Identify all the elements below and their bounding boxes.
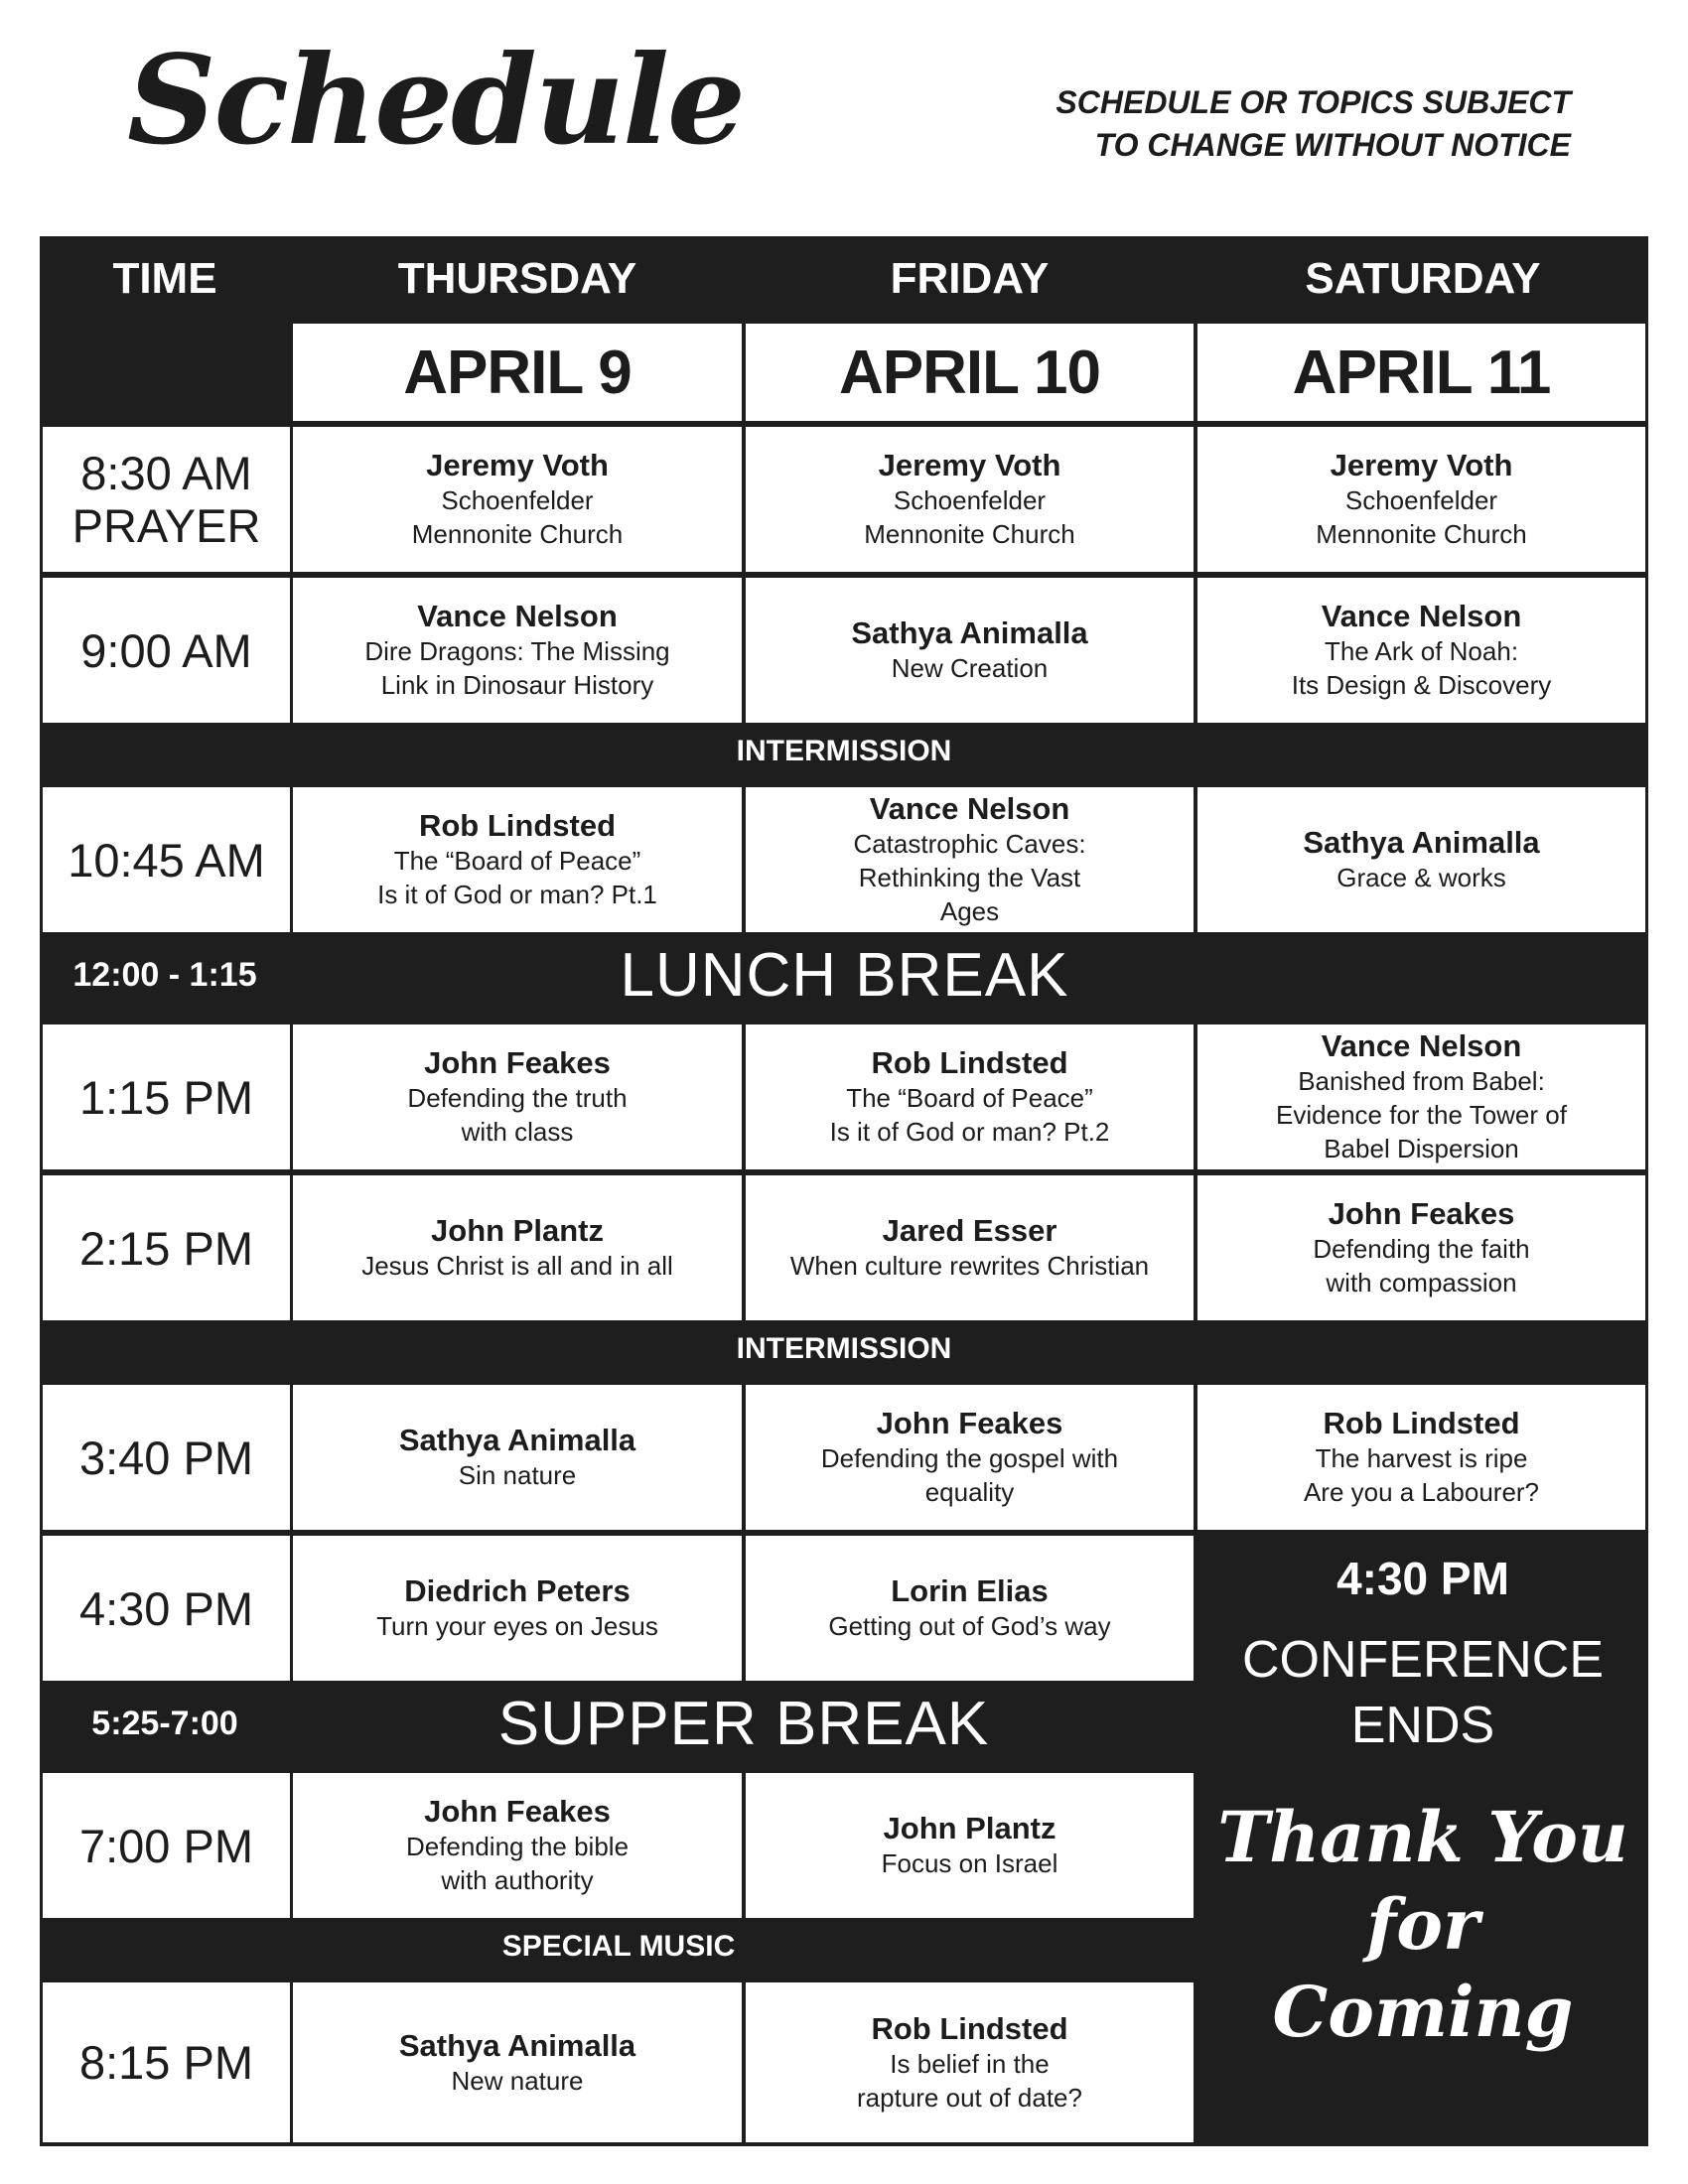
lunch-time: 12:00 - 1:15 <box>72 955 257 994</box>
thank-you-text: Coming <box>1272 1971 1574 2053</box>
session-topic: Link in Dinosaur History <box>380 670 654 700</box>
speaker-name: Vance Nelson <box>1321 599 1522 633</box>
time-label: 9:00 AM <box>80 623 252 677</box>
time-label: 7:00 PM <box>78 1819 254 1872</box>
time-label: 2:15 PM <box>78 1221 254 1275</box>
session-topic: The harvest is ripe <box>1315 1443 1528 1473</box>
session-topic: Evidence for the Tower of <box>1276 1100 1567 1130</box>
time-cell <box>43 1024 290 1169</box>
session-cell <box>293 787 742 932</box>
time-label: 4:30 PM <box>78 1581 254 1635</box>
session-topic: Babel Dispersion <box>1324 1134 1519 1163</box>
session-topic: When culture rewrites Christian <box>789 1251 1150 1281</box>
notice-line: SCHEDULE OR TOPICS SUBJECT <box>1055 84 1571 120</box>
time-cell <box>43 1773 290 1918</box>
time-cell <box>43 1385 290 1530</box>
time-label: 8:30 AM <box>80 447 252 499</box>
session-topic: Rethinking the Vast <box>858 863 1081 892</box>
session-topic: Is it of God or man? Pt.2 <box>829 1117 1110 1147</box>
session-cell <box>746 578 1194 723</box>
closing-text: ENDS <box>1350 1697 1495 1754</box>
time-label: 10:45 AM <box>68 833 265 887</box>
session-cell <box>746 1175 1194 1320</box>
session-cell <box>746 1024 1194 1169</box>
session-cell <box>293 1773 742 1918</box>
special-music-band: SPECIAL MUSIC <box>501 1930 736 1963</box>
thank-you-text: Thank You <box>1217 1796 1628 1878</box>
session-cell <box>293 427 742 572</box>
session-cell <box>293 578 742 723</box>
time-label: 3:40 PM <box>78 1431 254 1484</box>
time-label: 8:15 PM <box>78 2036 254 2089</box>
speaker-name: Rob Lindsted <box>1323 1406 1520 1440</box>
session-topic: Focus on Israel <box>881 1848 1058 1878</box>
session-topic: equality <box>924 1477 1015 1507</box>
session-cell <box>746 1385 1194 1530</box>
session-cell <box>1197 1385 1645 1530</box>
time-cell <box>43 427 290 572</box>
speaker-name: Rob Lindsted <box>871 1045 1068 1080</box>
speaker-name: Vance Nelson <box>417 599 618 633</box>
time-cell <box>43 1175 290 1320</box>
session-cell <box>746 1773 1194 1918</box>
speaker-name: Diedrich Peters <box>404 1573 631 1608</box>
schedule-notice <box>1055 81 1571 167</box>
session-topic: Turn your eyes on Jesus <box>376 1611 658 1641</box>
session-cell <box>1197 1175 1645 1320</box>
speaker-name: John Feakes <box>424 1794 611 1829</box>
speaker-name: Jeremy Voth <box>1330 448 1513 482</box>
speaker-name: Sathya Animalla <box>851 615 1088 650</box>
time-cell <box>43 787 290 932</box>
session-cell <box>746 1536 1194 1681</box>
session-cell <box>1197 578 1645 723</box>
session-topic: New Creation <box>891 653 1049 683</box>
speaker-name: Sathya Animalla <box>398 2027 636 2063</box>
session-cell <box>746 787 1194 932</box>
speaker-name: Rob Lindsted <box>871 2010 1068 2046</box>
thank-you-text: for <box>1366 1883 1479 1966</box>
closing-text: CONFERENCE <box>1241 1631 1605 1689</box>
session-topic: Grace & works <box>1336 863 1506 892</box>
session-cell <box>746 1982 1194 2142</box>
session-topic: Mennonite Church <box>864 519 1075 549</box>
header-date-saturday: APRIL 11 <box>1197 324 1645 421</box>
time-cell <box>43 578 290 723</box>
speaker-name: Vance Nelson <box>1321 1028 1522 1063</box>
speaker-name: John Plantz <box>431 1213 604 1248</box>
closing-time: 4:30 PM <box>1336 1553 1509 1604</box>
time-cell <box>43 1536 290 1681</box>
session-topic: Is it of God or man? Pt.1 <box>377 880 657 909</box>
header-day-thursday: THURSDAY <box>397 254 637 303</box>
header-date-friday: APRIL 10 <box>746 324 1194 421</box>
speaker-name: Sathya Animalla <box>398 1423 636 1457</box>
speaker-name: Lorin Elias <box>891 1573 1049 1608</box>
speaker-name: John Feakes <box>1328 1196 1515 1231</box>
session-cell <box>1197 427 1645 572</box>
session-topic: Its Design & Discovery <box>1291 670 1552 700</box>
session-topic: with compassion <box>1326 1268 1517 1297</box>
session-topic: Schoenfelder <box>1344 485 1498 515</box>
supper-break-band: SUPPER BREAK <box>497 1689 990 1758</box>
session-topic: Ages <box>939 896 1000 926</box>
time-cell <box>43 1982 290 2142</box>
session-cell <box>293 1982 742 2142</box>
intermission-band: INTERMISSION <box>736 1332 952 1365</box>
session-topic: Mennonite Church <box>411 519 624 549</box>
session-topic: The “Board of Peace” <box>393 846 641 876</box>
session-topic: The “Board of Peace” <box>846 1083 1093 1113</box>
session-topic: Schoenfelder <box>893 485 1047 515</box>
session-topic: Jesus Christ is all and in all <box>361 1251 673 1281</box>
session-topic: rapture out of date? <box>857 2082 1082 2113</box>
schedule-table <box>40 236 1648 2146</box>
speaker-name: Jeremy Voth <box>878 448 1061 482</box>
speaker-name: Sathya Animalla <box>1303 825 1540 860</box>
session-topic: with class <box>461 1117 574 1147</box>
speaker-name: Rob Lindsted <box>418 808 617 843</box>
time-label: PRAYER <box>71 499 261 552</box>
session-topic: The Ark of Noah: <box>1324 636 1519 666</box>
session-topic: Dire Dragons: The Missing <box>364 636 670 666</box>
session-cell <box>1197 787 1645 932</box>
lunch-break-band: LUNCH BREAK <box>620 940 1069 1010</box>
conference-ends-panel <box>1197 1530 1648 2146</box>
speaker-name: Jared Esser <box>882 1213 1057 1248</box>
header-time: TIME <box>112 254 217 303</box>
session-topic: Defending the gospel with <box>820 1443 1119 1473</box>
session-topic: Sin nature <box>458 1460 577 1490</box>
session-topic: Catastrophic Caves: <box>853 829 1086 859</box>
session-topic: Getting out of God’s way <box>828 1611 1111 1641</box>
session-cell <box>293 1175 742 1320</box>
session-cell <box>1197 1024 1645 1169</box>
session-topic: Defending the truth <box>407 1083 628 1113</box>
time-label: 1:15 PM <box>78 1070 254 1124</box>
session-cell <box>746 427 1194 572</box>
supper-time: 5:25-7:00 <box>91 1704 238 1742</box>
speaker-name: John Feakes <box>876 1406 1063 1440</box>
intermission-band: INTERMISSION <box>736 735 952 767</box>
session-topic: Mennonite Church <box>1316 519 1527 549</box>
speaker-name: John Plantz <box>883 1811 1056 1845</box>
session-cell <box>293 1536 742 1681</box>
session-topic: Schoenfelder <box>441 485 594 515</box>
session-cell <box>293 1385 742 1530</box>
speaker-name: Vance Nelson <box>869 791 1070 826</box>
header-date-thursday: APRIL 9 <box>293 324 742 421</box>
session-topic: Is belief in the <box>890 2048 1050 2079</box>
session-topic: Banished from Babel: <box>1298 1066 1545 1096</box>
header-day-saturday: SATURDAY <box>1305 254 1541 303</box>
speaker-name: Jeremy Voth <box>426 448 609 482</box>
session-topic: Defending the bible <box>405 1832 630 1861</box>
session-topic: Defending the faith <box>1313 1234 1530 1264</box>
session-topic: with authority <box>441 1865 594 1895</box>
page-title: Schedule <box>127 29 744 173</box>
session-cell <box>293 1024 742 1169</box>
header-day-friday: FRIDAY <box>890 254 1050 303</box>
session-topic: New nature <box>451 2065 584 2096</box>
speaker-name: John Feakes <box>424 1045 611 1080</box>
session-topic: Are you a Labourer? <box>1303 1477 1540 1507</box>
notice-line: TO CHANGE WITHOUT NOTICE <box>1094 127 1571 163</box>
